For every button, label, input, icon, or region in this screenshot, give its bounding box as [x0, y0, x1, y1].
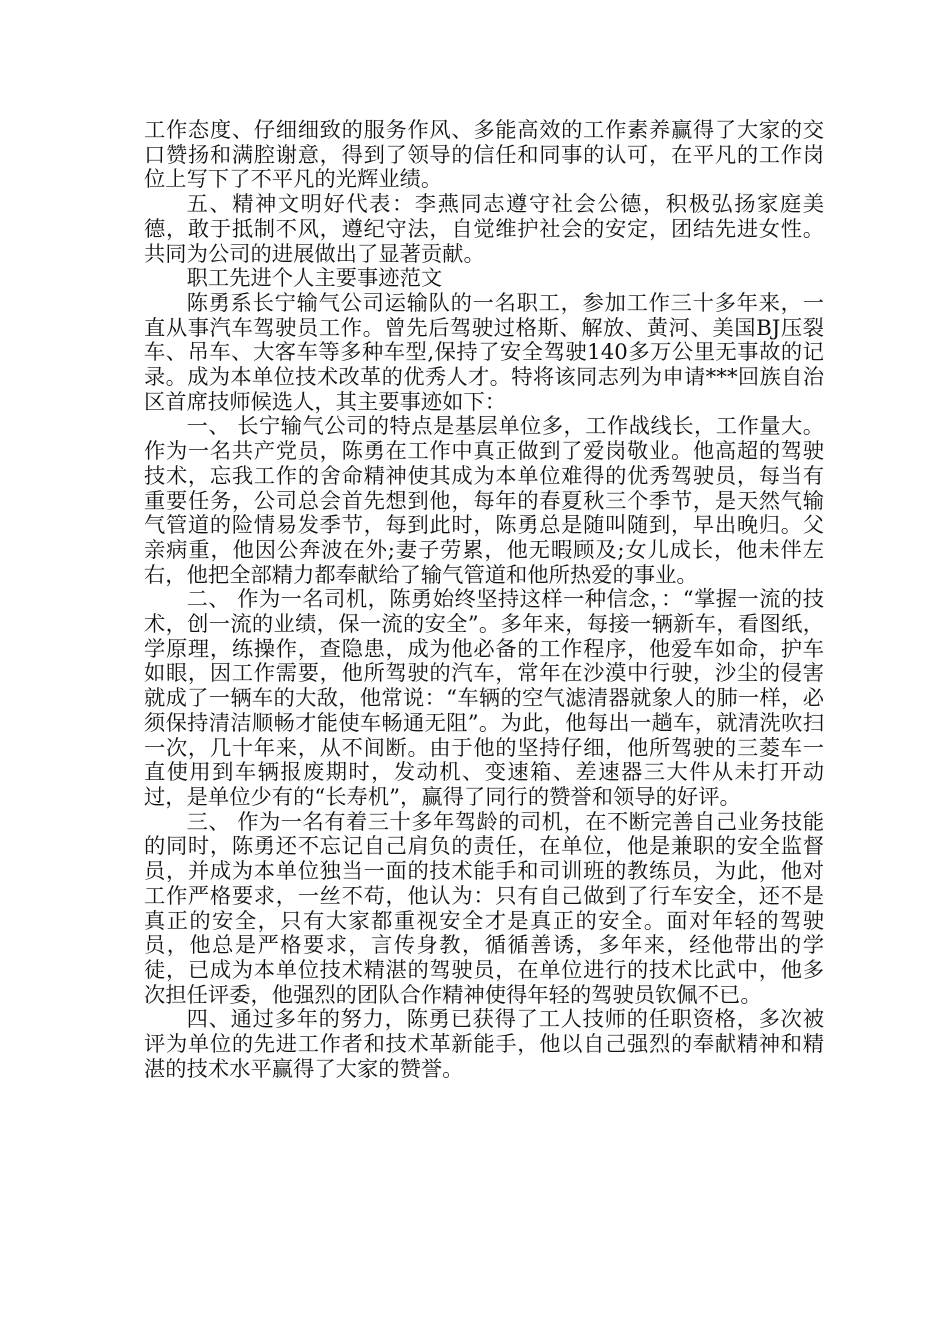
paragraph-point-four: 四、通过多年的努力，陈勇已获得了工人技师的任职资格，多次被评为单位的先进工作者和技术革新能手，他以自己强烈的奉献精神和精湛的技术水平赢得了大家的赞誉。	[144, 1007, 824, 1082]
document-page	[144, 119, 824, 1082]
paragraph-continuation: 工作态度、仔细细致的服务作风、多能高效的工作素养赢得了大家的交口赞扬和满腔谢意，得到了领导的信任和同事的认可，在平凡的工作岗位上写下了不平凡的光辉业绩。	[144, 118, 824, 193]
paragraph-intro: 陈勇系长宁输气公司运输队的一名职工，参加工作三十多年来，一直从事汽车驾驶员工作。曾先后驾驶过格斯、解放、黄河、美国BJ压裂车、吊车、大客车等多种车型,保持了安全驾驶140多万公里无事故的记录。成为本单位技术改革的优秀人才。特将该同志列为申请***回族自治区首席技师候选人，其主要事迹如下：	[144, 290, 824, 415]
section-heading: 职工先进个人主要事迹范文	[186, 266, 443, 292]
paragraph-point-one: 一、 长宁输气公司的特点是基层单位多，工作战线长，工作量大。作为一名共产党员，陈勇在工作中真正做到了爱岗敬业。他高超的驾驶技术，忘我工作的舍命精神使其成为本单位难得的优秀驾驶员，每当有重要任务，公司总会首先想到他，每年的春夏秋三个季节，是天然气输气管道的险情易发季节，每到此时，陈勇总是随叫随到，早出晚归。父亲病重，他因公奔波在外;妻子劳累，他无暇顾及;女儿成长，他未伴左右，他把全部精力都奉献给了输气管道和他所热爱的事业。	[144, 414, 824, 588]
paragraph-point-three: 三、 作为一名有着三十多年驾龄的司机，在不断完善自己业务技能的同时，陈勇还不忘记自己肩负的责任，在单位，他是兼职的安全监督员，并成为本单位独当一面的技术能手和司训班的教练员，为此，他对工作严格要求，一丝不苟，他认为：只有自己做到了行车安全，还不是真正的安全，只有大家都重视安全才是真正的安全。面对年轻的驾驶员，他总是严格要求，言传身教，循循善诱，多年来，经他带出的学徒，已成为本单位技术精湛的驾驶员，在单位进行的技术比武中，他多次担任评委，他强烈的团队合作精神使得年轻的驾驶员钦佩不已。	[144, 809, 824, 1008]
paragraph-section-five: 五、精神文明好代表：李燕同志遵守社会公德，积极弘扬家庭美德，敢于抵制不风，遵纪守法，自觉维护社会的安定，团结先进女性。共同为公司的进展做出了显著贡献。	[144, 192, 824, 267]
paragraph-point-two: 二、 作为一名司机，陈勇始终坚持这样一种信念，：“掌握一流的技术，创一流的业绩，保一流的安全”。多年来，每接一辆新车，看图纸，学原理，练操作，查隐患，成为他必备的工作程序，他爱车如命，护车如眼，因工作需要，他所驾驶的汽车，常年在沙漠中行驶，沙尘的侵害就成了一辆车的大敌，他常说：“车辆的空气滤清器就象人的肺一样，必须保持清洁顺畅才能使车畅通无阻”。为此，他每出一趟车，就清洗吹扫一次，几十年来，从不间断。由于他的坚持仔细，他所驾驶的三菱车一直使用到车辆报废期时，发动机、变速箱、差速器三大件从未打开动过，是单位少有的“长寿机”，赢得了同行的赞誉和领导的好评。	[144, 587, 824, 810]
